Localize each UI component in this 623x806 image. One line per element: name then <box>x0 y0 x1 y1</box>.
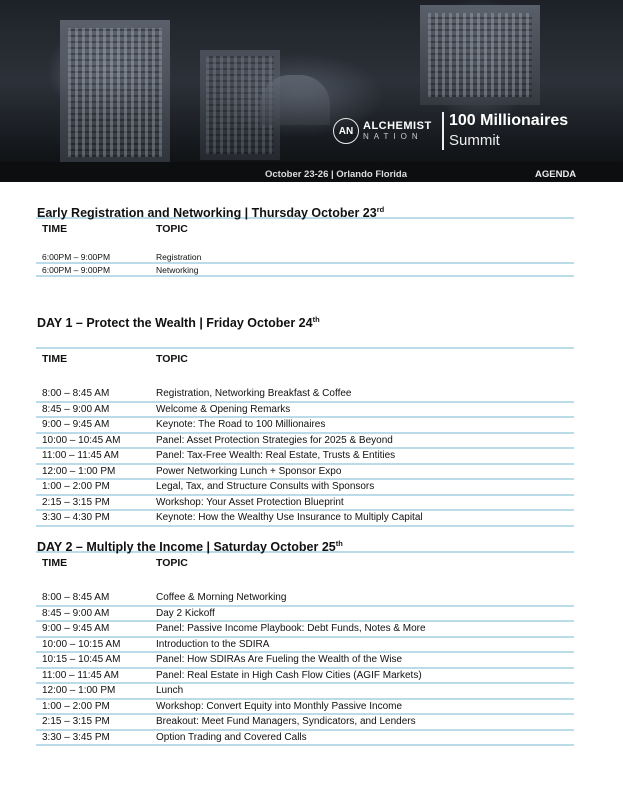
section-title <box>37 313 575 330</box>
topic-column-header: TOPIC <box>156 353 188 365</box>
row-time: 2:15 – 3:15 PM <box>42 716 110 728</box>
row-time: 11:00 – 11:45 AM <box>42 669 119 681</box>
agenda-section <box>36 537 574 746</box>
table-row <box>36 622 574 638</box>
section-title-text: DAY 2 – Multiply the Income | Saturday October 25 <box>37 540 336 554</box>
row-time: 3:30 – 4:30 PM <box>42 512 110 524</box>
table-row <box>36 731 574 747</box>
row-topic: Legal, Tax, and Structure Consults with Sponsors <box>156 481 375 493</box>
section-title <box>37 537 575 554</box>
table-row <box>36 669 574 685</box>
row-time: 8:00 – 8:45 AM <box>42 388 110 400</box>
table-header <box>36 553 574 591</box>
table-row <box>36 264 574 277</box>
row-time: 2:15 – 3:15 PM <box>42 496 110 508</box>
row-topic: Lunch <box>156 685 184 697</box>
table-header <box>36 349 574 387</box>
row-time: 12:00 – 1:00 PM <box>42 465 116 477</box>
topic-column-header: TOPIC <box>156 557 188 569</box>
row-topic: Networking <box>156 264 199 275</box>
row-topic: Registration, Networking Breakfast & Coffee <box>156 388 352 400</box>
logo-divider <box>442 112 444 150</box>
table-row <box>36 715 574 731</box>
table-row <box>36 387 574 403</box>
row-topic: Option Trading and Covered Calls <box>156 731 307 743</box>
header-banner <box>0 0 623 182</box>
row-topic: Introduction to the SDIRA <box>156 638 270 650</box>
agenda-section <box>36 313 574 527</box>
table-row <box>36 700 574 716</box>
row-topic: Panel: Tax-Free Wealth: Real Estate, Trusts & Entities <box>156 450 396 462</box>
date-ordinal-suffix: rd <box>376 205 385 214</box>
date-ordinal-suffix: th <box>335 539 343 548</box>
row-topic: Panel: Passive Income Playbook: Debt Funds, Notes & More <box>156 623 426 635</box>
row-time: 8:45 – 9:00 AM <box>42 403 110 415</box>
agenda-label: AGENDA <box>535 169 577 180</box>
event-dates-location: October 23-26 | Orlando Florida <box>265 169 408 180</box>
row-topic: Workshop: Convert Equity into Monthly Passive Income <box>156 700 403 712</box>
row-time: 1:00 – 2:00 PM <box>42 700 110 712</box>
hotel-tower-image <box>420 5 540 105</box>
table-row <box>36 607 574 623</box>
section-title <box>37 203 575 220</box>
topic-column-header: TOPIC <box>156 223 188 235</box>
table-row <box>36 511 574 527</box>
row-time: 9:00 – 9:45 AM <box>42 623 110 635</box>
table-row <box>36 684 574 700</box>
row-time: 10:00 – 10:15 AM <box>42 638 121 650</box>
table-row <box>36 403 574 419</box>
row-topic: Coffee & Morning Networking <box>156 592 287 604</box>
hotel-tower-image <box>60 20 170 165</box>
row-topic: Breakout: Meet Fund Managers, Syndicators, and Lenders <box>156 716 416 728</box>
alchemist-nation-logo <box>333 118 432 144</box>
event-subtitle: Summit <box>449 132 500 149</box>
table-row <box>36 496 574 512</box>
table-row <box>36 591 574 607</box>
date-ordinal-suffix: th <box>312 315 320 324</box>
row-topic: Keynote: How the Wealthy Use Insurance to Multiply Capital <box>156 512 423 524</box>
brand-name: ALCHEMIST <box>363 120 432 132</box>
table-row <box>36 418 574 434</box>
row-time: 12:00 – 1:00 PM <box>42 685 116 697</box>
table-row <box>36 480 574 496</box>
row-topic: Workshop: Your Asset Protection Blueprint <box>156 496 344 508</box>
row-time: 10:00 – 10:45 AM <box>42 434 121 446</box>
time-column-header: TIME <box>42 353 68 365</box>
table-header <box>36 219 574 251</box>
event-title: 100 Millionaires <box>449 112 569 129</box>
time-column-header: TIME <box>42 223 68 235</box>
table-row <box>36 449 574 465</box>
section-title-text: DAY 1 – Protect the Wealth | Friday October 24 <box>37 316 313 330</box>
table-row <box>36 653 574 669</box>
hotel-dome-image <box>260 75 330 125</box>
table-row <box>36 638 574 654</box>
time-column-header: TIME <box>42 557 68 569</box>
row-time: 8:45 – 9:00 AM <box>42 607 110 619</box>
row-time: 11:00 – 11:45 AM <box>42 450 119 462</box>
row-time: 10:15 – 10:45 AM <box>42 654 121 666</box>
row-topic: Welcome & Opening Remarks <box>156 403 291 415</box>
brand-subname: NATION <box>363 132 423 141</box>
row-time: 9:00 – 9:45 AM <box>42 419 110 431</box>
table-row <box>36 251 574 264</box>
table-row <box>36 465 574 481</box>
row-time: 6:00PM – 9:00PM <box>42 264 111 275</box>
section-title-text: Early Registration and Networking | Thursday October 23 <box>37 206 377 220</box>
logo-mark: AN <box>333 118 359 144</box>
row-time: 8:00 – 8:45 AM <box>42 592 110 604</box>
row-topic: Power Networking Lunch + Sponsor Expo <box>156 465 342 477</box>
row-time: 1:00 – 2:00 PM <box>42 481 110 493</box>
row-topic: Panel: How SDIRAs Are Fueling the Wealth of the Wise <box>156 654 403 666</box>
row-topic: Keynote: The Road to 100 Millionaires <box>156 419 326 431</box>
row-topic: Panel: Real Estate in High Cash Flow Cities (AGIF Markets) <box>156 669 422 681</box>
row-topic: Registration <box>156 251 202 262</box>
row-time: 3:30 – 3:45 PM <box>42 731 110 743</box>
row-topic: Panel: Asset Protection Strategies for 2025 & Beyond <box>156 434 393 446</box>
table-row <box>36 434 574 450</box>
row-topic: Day 2 Kickoff <box>156 607 215 619</box>
row-time: 6:00PM – 9:00PM <box>42 251 111 262</box>
agenda-section <box>36 203 574 277</box>
